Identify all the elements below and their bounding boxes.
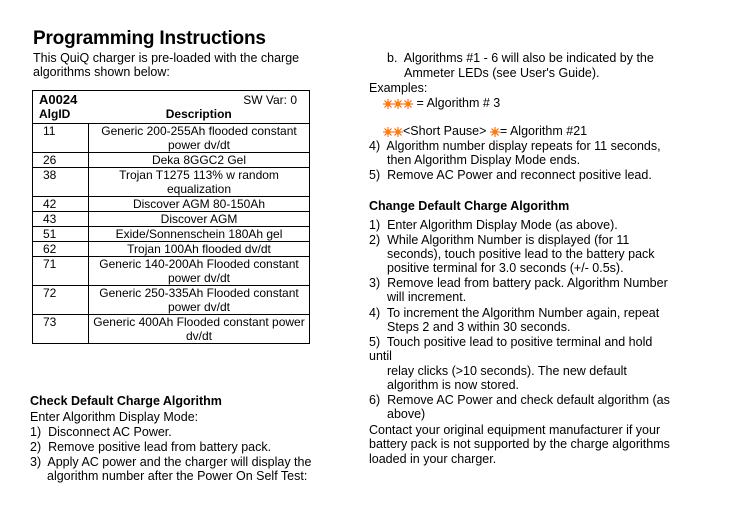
change-step-4 <box>369 306 659 320</box>
alg-id-cell: 62 <box>33 242 89 257</box>
table-row <box>33 257 310 286</box>
table-row <box>33 286 310 315</box>
led-flash-icon <box>393 96 403 110</box>
table-row <box>33 227 310 242</box>
alg-desc-line: Discover AGM <box>160 212 238 226</box>
step-number: 1) <box>369 218 381 232</box>
alg-desc-cell <box>89 153 310 168</box>
alg-id-cell: 38 <box>33 168 89 197</box>
alg-desc-line: Generic 250-335Ah Flooded constant <box>99 286 299 300</box>
change-step-5 <box>369 335 652 349</box>
table-header-row <box>33 107 310 124</box>
alg-desc-cell <box>89 257 310 286</box>
change-step-6-cont: above) <box>387 407 426 421</box>
alg-desc-line: power dv/dt <box>167 271 231 285</box>
step-number: 5) <box>369 335 381 349</box>
table-row <box>33 242 310 257</box>
change-step-5-cont-1: until <box>369 349 392 363</box>
example-1-text: = Algorithm # 3 <box>416 96 501 110</box>
step-text: Remove lead from battery pack. Algorithm Number <box>387 276 668 290</box>
change-step-2-cont-2: positive terminal for 3.0 seconds (+/- 0.5s). <box>387 261 624 275</box>
alg-desc-line: equalization <box>166 182 232 196</box>
sw-var: SW Var: 0 <box>243 93 297 107</box>
alg-desc-line: Trojan 100Ah flooded dv/dt <box>127 242 271 256</box>
alg-id-cell: 71 <box>33 257 89 286</box>
alg-id-cell: 42 <box>33 197 89 212</box>
change-step-3 <box>369 276 668 290</box>
table-row <box>33 168 310 197</box>
change-step-5-cont-2: relay clicks (>10 seconds). The new default <box>387 364 627 378</box>
step-text: Remove AC Power and check default algorithm (as <box>387 393 670 407</box>
change-step-2 <box>369 233 629 247</box>
page-title: Programming Instructions <box>33 28 266 49</box>
table-row <box>33 212 310 227</box>
step-number: 2) <box>30 440 42 454</box>
table-row <box>33 124 310 153</box>
examples-label: Examples: <box>369 81 428 95</box>
step-text: Remove positive lead from battery pack. <box>48 440 272 454</box>
step-4 <box>369 139 661 153</box>
contact-line-1: Contact your original equipment manufacturer if your <box>369 423 661 437</box>
led-flash-icon <box>383 124 393 138</box>
step-text: Remove AC Power and reconnect positive lead. <box>387 168 652 182</box>
col-header-desc: Description <box>89 107 310 124</box>
step-number: 4) <box>369 139 381 153</box>
alg-desc-line: Exide/Sonnenschein 180Ah gel <box>115 227 283 241</box>
table-header-model-row <box>33 91 310 108</box>
alg-id-cell: 51 <box>33 227 89 242</box>
change-step-3-cont: will increment. <box>387 290 467 304</box>
alg-desc-line: Generic 400Ah Flooded constant power <box>93 315 305 329</box>
table-row <box>33 315 310 344</box>
step-text: Enter Algorithm Display Mode (as above). <box>387 218 618 232</box>
alg-desc-cell <box>89 124 310 153</box>
step-text: Disconnect AC Power. <box>48 425 172 439</box>
check-heading: Check Default Charge Algorithm <box>30 394 222 408</box>
contact-line-3: loaded in your charger. <box>369 452 497 466</box>
table-row <box>33 153 310 168</box>
alg-desc-line: dv/dt <box>185 329 212 343</box>
intro-line-1: This QuiQ charger is pre-loaded with the charge <box>33 51 300 65</box>
alg-desc-cell <box>89 197 310 212</box>
alg-desc-cell <box>89 315 310 344</box>
step-text: Algorithm number display repeats for 11 seconds, <box>386 139 661 153</box>
change-heading: Change Default Charge Algorithm <box>369 199 570 213</box>
check-enter: Enter Algorithm Display Mode: <box>30 410 199 424</box>
alg-id-cell: 11 <box>33 124 89 153</box>
alg-desc-line: Deka 8GGC2 Gel <box>151 153 247 167</box>
contact-line-2: battery pack is not supported by the charge algorithms <box>369 437 670 451</box>
step-text: Touch positive lead to positive terminal and hold <box>386 335 653 349</box>
step-number: 3) <box>30 455 42 469</box>
change-step-1 <box>369 218 618 232</box>
step-number: 1) <box>30 425 42 439</box>
alg-desc-line: Generic 140-200Ah Flooded constant <box>99 257 299 271</box>
step-5 <box>369 168 652 182</box>
intro-line-2: algorithms shown below: <box>33 65 170 79</box>
step-b <box>387 51 654 65</box>
step-text: Algorithms #1 - 6 will also be indicated by the <box>403 51 654 65</box>
step-number: 4) <box>369 306 381 320</box>
step-text: Apply AC power and the charger will display the <box>47 455 312 469</box>
alg-id-cell: 72 <box>33 286 89 315</box>
example-1 <box>383 96 500 110</box>
step-number: 6) <box>369 393 381 407</box>
step-number: 2) <box>369 233 381 247</box>
change-step-5-cont-3: algorithm is now stored. <box>387 378 520 392</box>
led-flash-icon <box>383 96 393 110</box>
led-flash-icon <box>490 124 500 138</box>
change-step-2-cont-1: seconds), touch positive lead to the battery pack <box>387 247 655 261</box>
step-b-cont: Ammeter LEDs (see User's Guide). <box>404 66 600 80</box>
col-header-id: AlgID <box>33 107 89 124</box>
alg-desc-line: Trojan T1275 113% w random <box>119 168 279 182</box>
alg-desc-cell <box>89 286 310 315</box>
step-number: 3) <box>369 276 381 290</box>
change-step-4-cont: Steps 2 and 3 within 30 seconds. <box>387 320 571 334</box>
check-step-1 <box>30 425 172 439</box>
alg-desc-line: power dv/dt <box>167 300 231 314</box>
alg-desc-cell <box>89 212 310 227</box>
alg-desc-line: Discover AGM 80-150Ah <box>132 197 266 211</box>
step-4-cont: then Algorithm Display Mode ends. <box>387 153 581 167</box>
example-2 <box>383 124 587 138</box>
led-flash-icon <box>393 124 403 138</box>
step-text: To increment the Algorithm Number again, repeat <box>386 306 660 320</box>
table-row <box>33 197 310 212</box>
alg-desc-cell <box>89 168 310 197</box>
example-2-text: = Algorithm #21 <box>499 124 588 138</box>
step-number: 5) <box>369 168 381 182</box>
alg-id-cell: 73 <box>33 315 89 344</box>
algorithm-table <box>32 90 310 344</box>
change-step-6 <box>369 393 670 407</box>
alg-desc-line: Generic 200-255Ah flooded constant <box>101 124 297 138</box>
model-number: A0024 <box>39 92 78 107</box>
alg-desc-line: power dv/dt <box>167 138 231 152</box>
check-step-2 <box>30 440 271 454</box>
led-flash-icon <box>403 96 413 110</box>
step-text: While Algorithm Number is displayed (for 11 <box>387 233 630 247</box>
step-number: b. <box>387 51 398 65</box>
alg-desc-cell <box>89 227 310 242</box>
check-step-3 <box>30 455 311 469</box>
check-step-3-cont: algorithm number after the Power On Self Test: <box>47 469 308 483</box>
short-pause-text: <Short Pause> <box>403 124 487 138</box>
alg-desc-cell <box>89 242 310 257</box>
alg-id-cell: 43 <box>33 212 89 227</box>
alg-id-cell: 26 <box>33 153 89 168</box>
